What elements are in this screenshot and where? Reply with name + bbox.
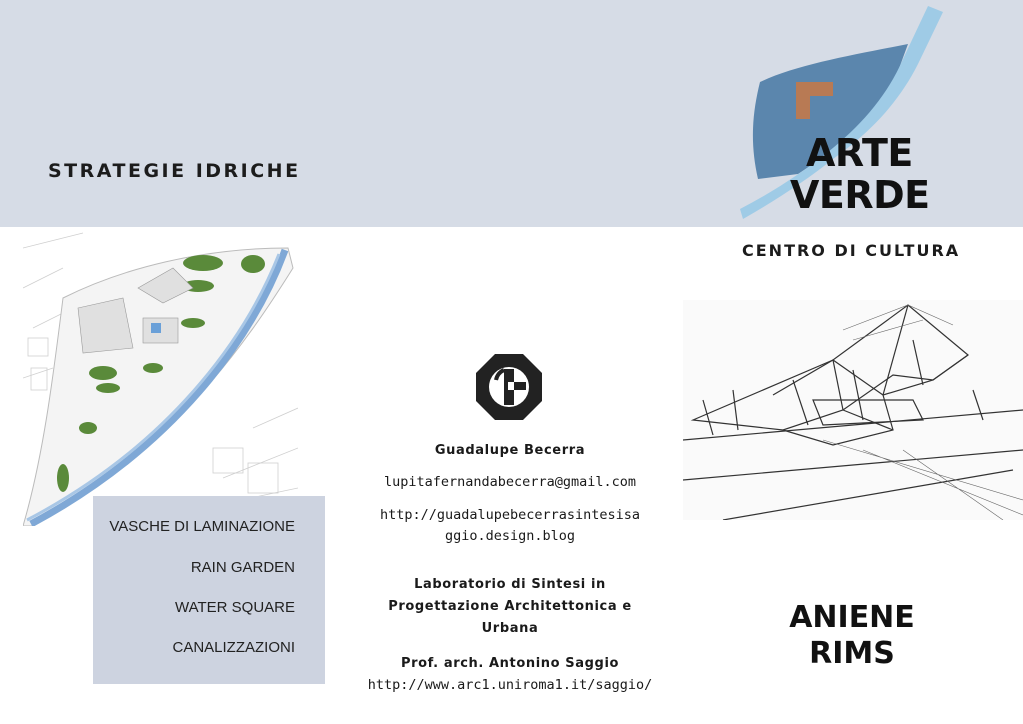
author-blog-line-1[interactable]: http://guadalupebecerrasintesisa: [379, 507, 641, 523]
author-monogram-icon: [474, 352, 544, 422]
course-line-1: Laboratorio di Sintesi in: [414, 577, 606, 592]
course-line-3: Urbana: [481, 621, 539, 636]
author-blog-line-2[interactable]: ggio.design.blog: [444, 528, 576, 544]
logo-line-1: ARTE: [806, 131, 913, 175]
logo-line-2: VERDE: [790, 173, 930, 217]
strategy-item: WATER SQUARE: [174, 599, 295, 616]
project-title: [786, 600, 918, 672]
professor-name: Prof. arch. Antonino Saggio: [400, 656, 620, 671]
strategy-item: VASCHE DI LAMINAZIONE: [109, 518, 295, 535]
author-name: Guadalupe Becerra: [434, 443, 586, 458]
project-title-line-2: RIMS: [809, 636, 895, 671]
building-sketch-image: [683, 300, 1023, 520]
page-title: STRATEGIE IDRICHE: [48, 160, 301, 182]
course-line-2: Progettazione Architettonica e: [388, 599, 632, 614]
strategies-panel: [93, 496, 325, 684]
professor-url[interactable]: http://www.arc1.uniroma1.it/saggio/: [367, 677, 653, 693]
strategy-item: CANALIZZAZIONI: [172, 639, 295, 656]
logo-wordmark: [790, 132, 930, 216]
site-plan-image: [23, 228, 298, 526]
subtitle: CENTRO DI CULTURA: [742, 241, 961, 260]
author-email[interactable]: lupitafernandabecerra@gmail.com: [384, 474, 636, 490]
project-title-line-1: ANIENE: [789, 600, 915, 635]
strategy-item: RAIN GARDEN: [190, 559, 295, 576]
